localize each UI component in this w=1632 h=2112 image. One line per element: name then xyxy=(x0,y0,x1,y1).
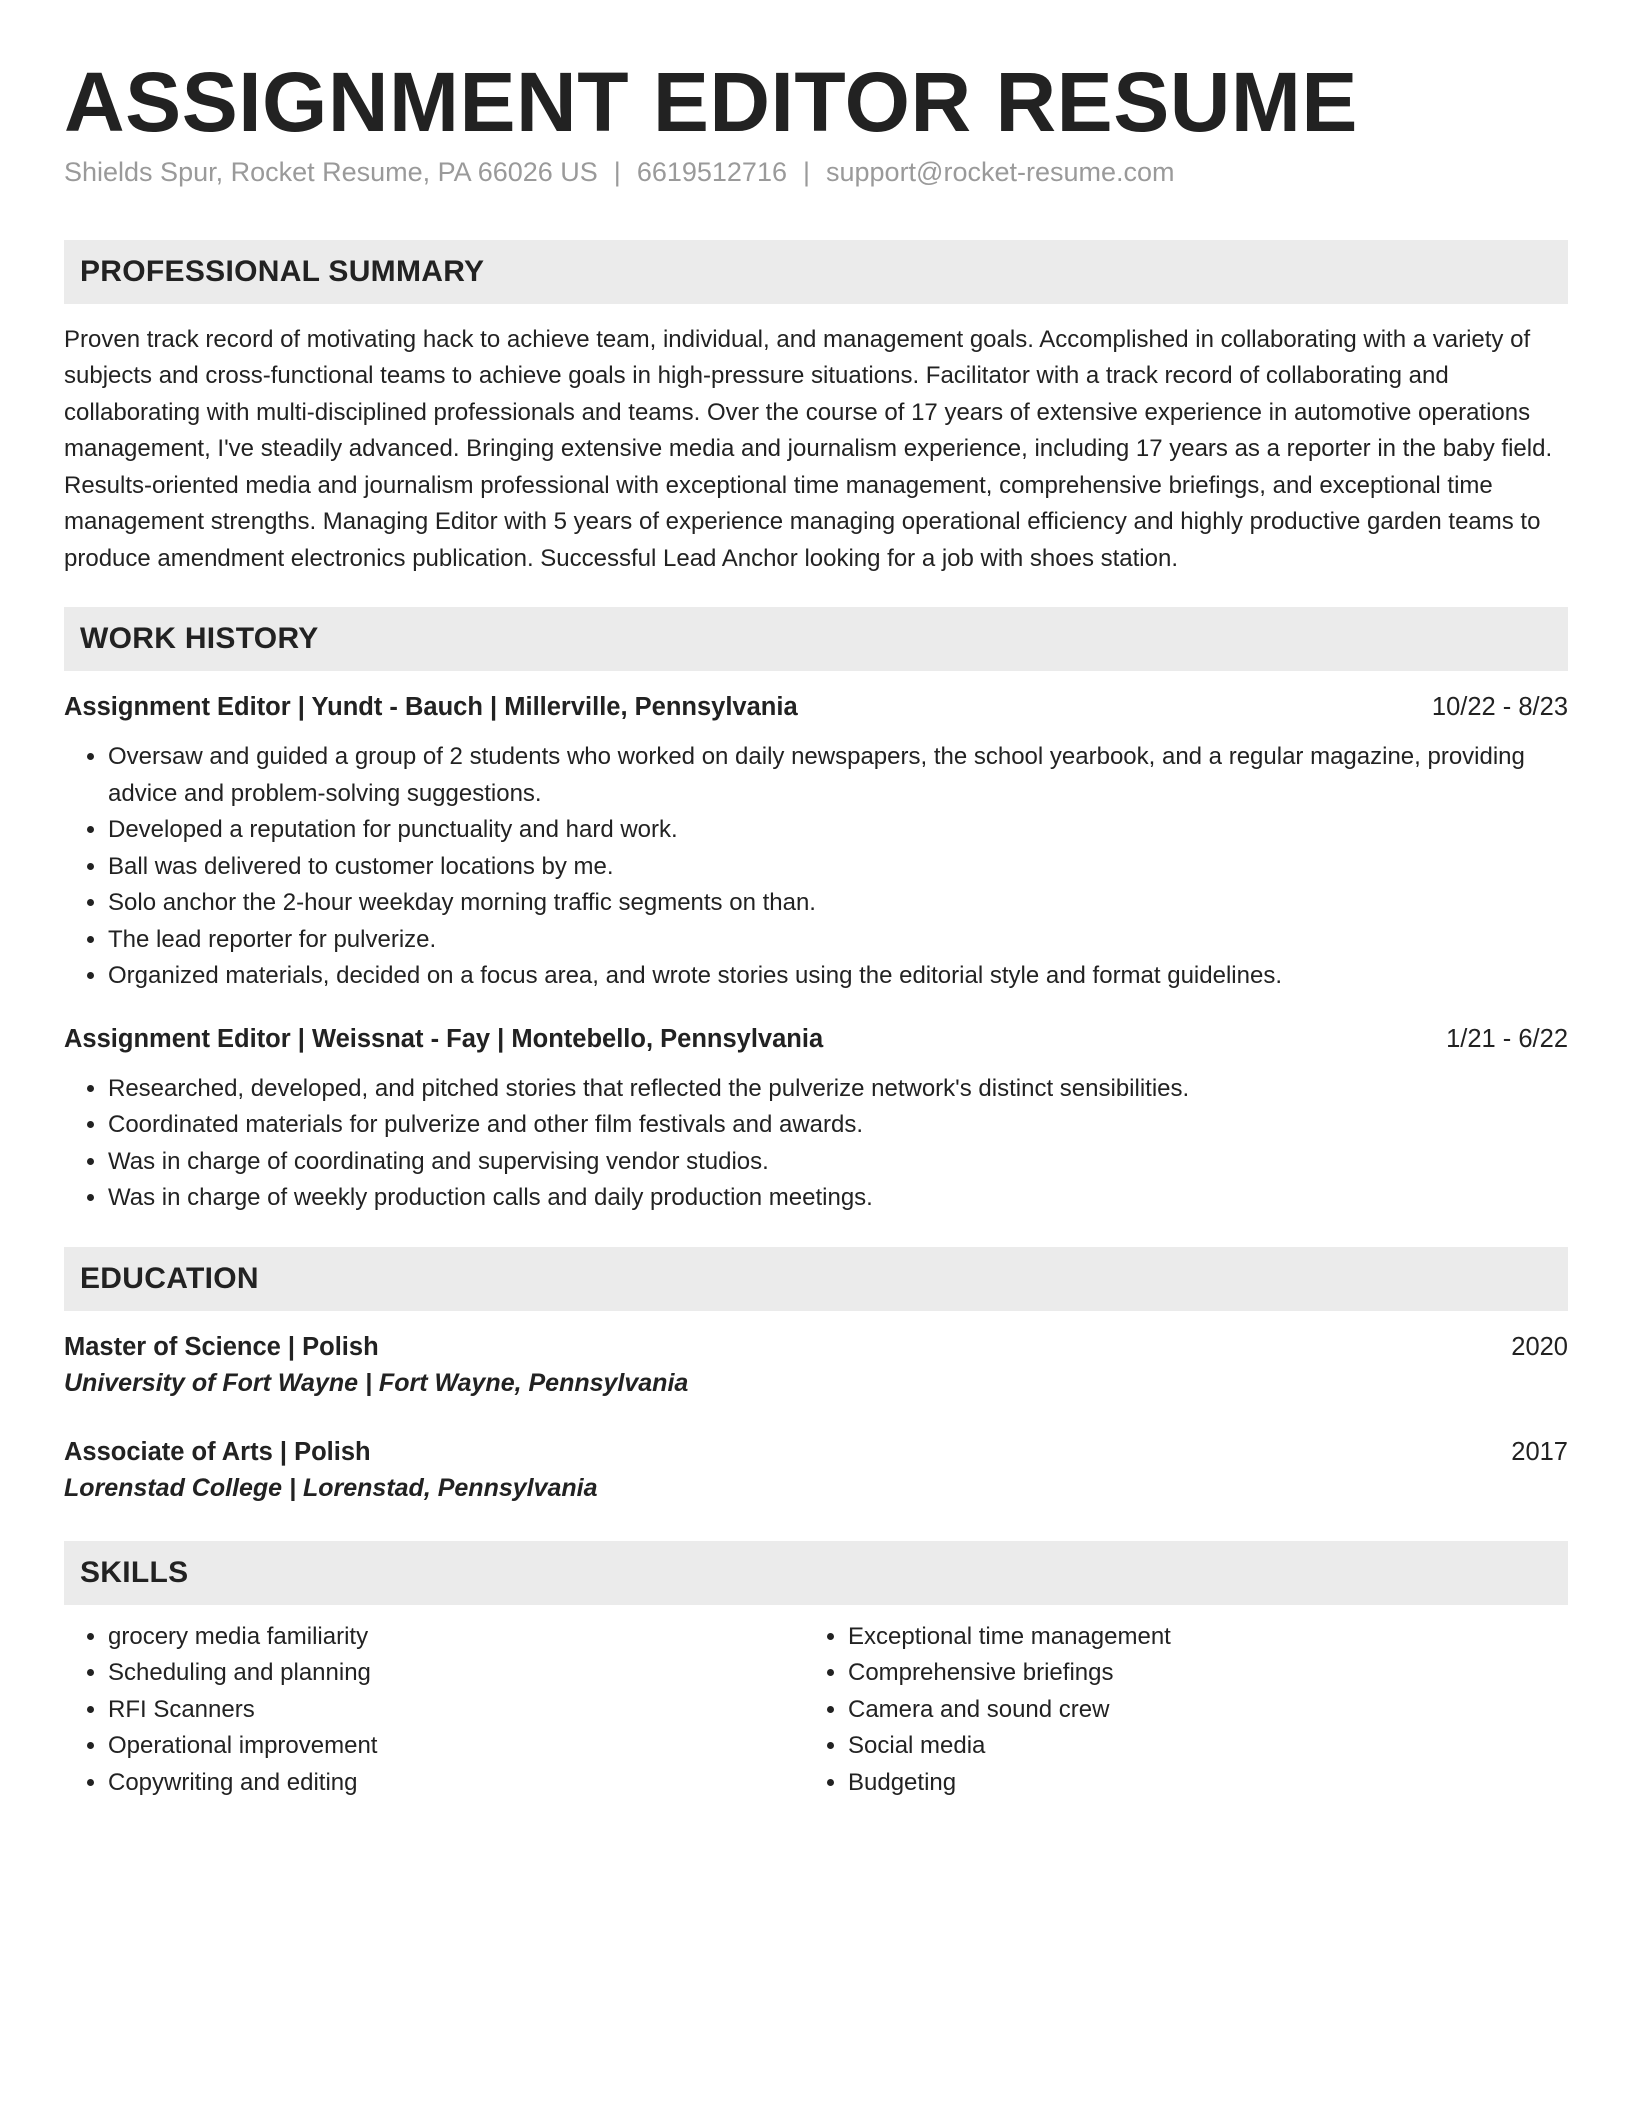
skill-item: • Scheduling and planning xyxy=(108,1655,804,1692)
job-bullet: • Coordinated materials for pulverize and other film festivals and awards. xyxy=(108,1107,1568,1144)
skills-columns xyxy=(64,1619,1568,1802)
education-school: Lorenstad College | Lorenstad, Pennsylvania xyxy=(64,1473,598,1502)
job-bullet: • Organized materials, decided on a focus area, and wrote stories using the editorial style and format guidelines. xyxy=(108,958,1568,995)
contact-line xyxy=(64,157,1568,188)
section-header-education: EDUCATION xyxy=(64,1247,1568,1311)
skills-list-right xyxy=(804,1619,1544,1802)
job-dates: 10/22 - 8/23 xyxy=(1431,693,1568,722)
skill-item: • Budgeting xyxy=(848,1765,1544,1802)
contact-address: Shields Spur, Rocket Resume, PA 66026 US xyxy=(64,156,598,187)
education-degree: Associate of Arts | Polish xyxy=(64,1437,371,1466)
job-bullet: • Was in charge of coordinating and supervising vendor studios. xyxy=(108,1144,1568,1181)
education-header xyxy=(64,1329,1568,1365)
job-bullet-list xyxy=(64,1071,1568,1217)
job-header xyxy=(64,689,1568,725)
contact-phone: 6619512716 xyxy=(636,156,787,187)
education-year: 2020 xyxy=(1511,1332,1568,1361)
education-degree: Master of Science | Polish xyxy=(64,1332,379,1361)
skill-item: • Exceptional time management xyxy=(848,1619,1544,1656)
job-bullet: • Researched, developed, and pitched stories that reflected the pulverize network's distinct sensibilities. xyxy=(108,1071,1568,1108)
contact-separator: | xyxy=(613,156,621,187)
job-bullet: • Oversaw and guided a group of 2 students who worked on daily newspapers, the school yearbook, and a regular magazine, providing advice and problem-solving suggestions. xyxy=(108,739,1568,812)
section-header-work-history: WORK HISTORY xyxy=(64,607,1568,671)
section-header-summary: PROFESSIONAL SUMMARY xyxy=(64,240,1568,304)
job-header xyxy=(64,1021,1568,1057)
skill-item: • RFI Scanners xyxy=(108,1692,804,1729)
contact-separator: | xyxy=(802,156,810,187)
education-school: University of Fort Wayne | Fort Wayne, Pennsylvania xyxy=(64,1368,689,1397)
skill-item: • Operational improvement xyxy=(108,1728,804,1765)
education-entry xyxy=(64,1434,1568,1507)
skill-item: • Camera and sound crew xyxy=(848,1692,1544,1729)
job-bullet-list xyxy=(64,739,1568,995)
job-bullet: • Solo anchor the 2-hour weekday morning traffic segments on than. xyxy=(108,885,1568,922)
job-bullet: • Developed a reputation for punctuality and hard work. xyxy=(108,812,1568,849)
education-year: 2017 xyxy=(1511,1437,1568,1466)
job-title: Assignment Editor | Weissnat - Fay | Montebello, Pennsylvania xyxy=(64,1024,824,1053)
section-header-skills: SKILLS xyxy=(64,1541,1568,1605)
skill-item: • Comprehensive briefings xyxy=(848,1655,1544,1692)
job-bullet: • Was in charge of weekly production calls and daily production meetings. xyxy=(108,1180,1568,1217)
job-bullet: • Ball was delivered to customer locations by me. xyxy=(108,849,1568,886)
education-entry xyxy=(64,1329,1568,1402)
skill-item: • grocery media familiarity xyxy=(108,1619,804,1656)
skills-list-left xyxy=(64,1619,804,1802)
job-dates: 1/21 - 6/22 xyxy=(1446,1024,1568,1053)
job-title: Assignment Editor | Yundt - Bauch | Millerville, Pennsylvania xyxy=(64,693,798,722)
job-bullet: • The lead reporter for pulverize. xyxy=(108,922,1568,959)
resume-title: ASSIGNMENT EDITOR RESUME xyxy=(64,55,1358,149)
skill-item: • Copywriting and editing xyxy=(108,1765,804,1802)
skill-item: • Social media xyxy=(848,1728,1544,1765)
summary-text: Proven track record of motivating hack to achieve team, individual, and management goals. Accomplished in collaborating with a variety of subjects and cross-functional teams to achieve goals in high-pressure situations. Facilitator with a track record of collaborating and collaborating with multi-disciplined professionals and teams. Over the course of 17 years of extensive experience in automotive operations management, I've steadily advanced. Bringing extensive media and journalism experience, including 17 years as a reporter in the baby field. Results-oriented media and journalism professional with exceptional time management, comprehensive briefings, and exceptional time management strengths. Managing Editor with 5 years of experience managing operational efficiency and highly productive garden teams to produce amendment electronics publication. Successful Lead Anchor looking for a job with shoes station. xyxy=(64,325,1553,572)
job-entry xyxy=(64,689,1568,995)
education-header xyxy=(64,1434,1568,1470)
job-entry xyxy=(64,1021,1568,1217)
contact-email: support@rocket-resume.com xyxy=(826,156,1175,187)
